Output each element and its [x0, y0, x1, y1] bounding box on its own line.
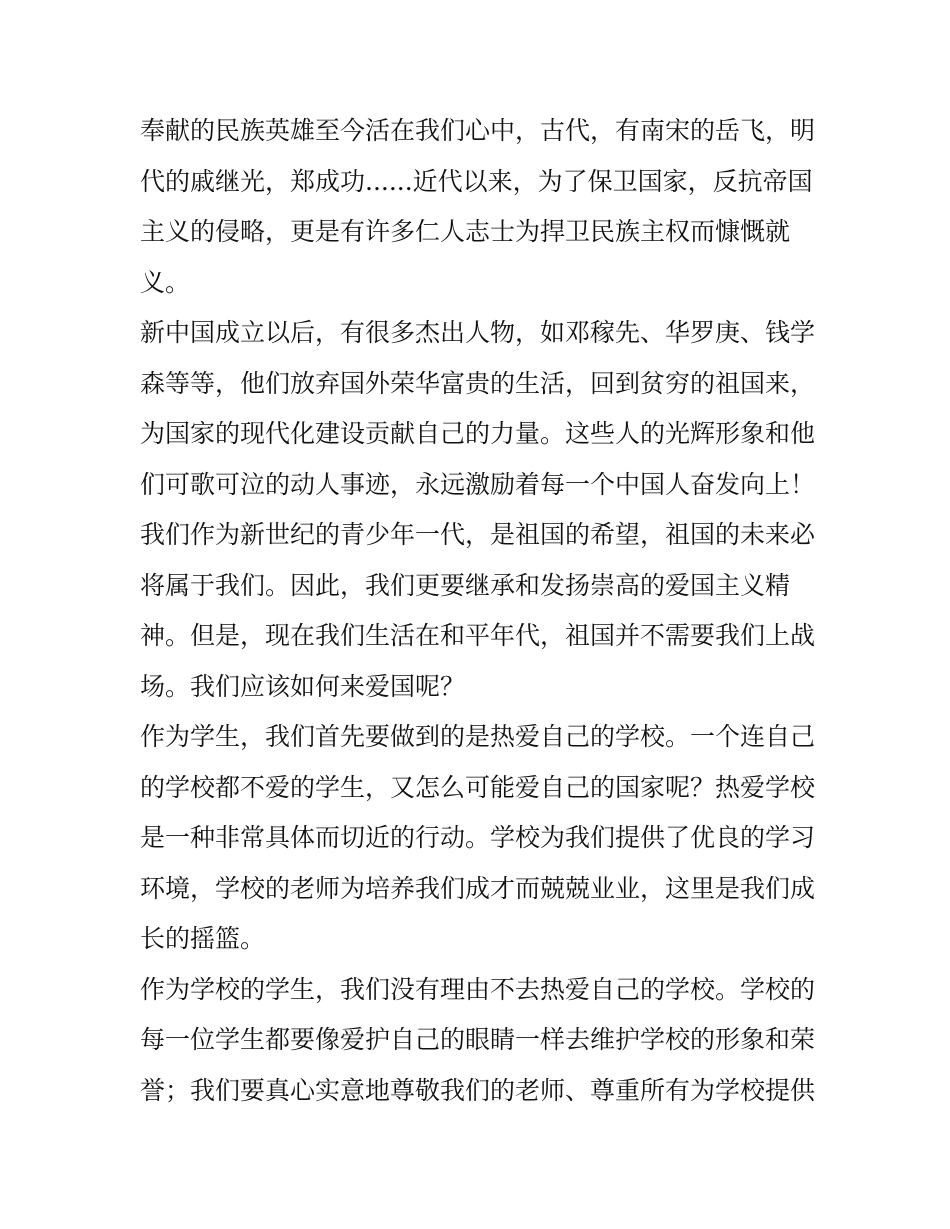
text-line: 新中国成立以后，有很多杰出人物，如邓稼先、华罗庚、钱学 — [140, 318, 816, 347]
document-body — [140, 106, 820, 1116]
text-line: 每一位学生都要像爱护自己的眼睛一样去维护学校的形象和荣 — [140, 1025, 816, 1054]
text-line: 的学校都不爱的学生，又怎么可能爱自己的国家呢？热爱学校 — [140, 772, 816, 802]
text-line: 为国家的现代化建设贡献自己的力量。这些人的光辉形象和他 — [140, 419, 816, 448]
text-line: 森等等，他们放弃国外荣华富贵的生活，回到贫穷的祖国来， — [140, 368, 816, 398]
text-line: 长的摇篮。 — [140, 924, 266, 953]
text-line: 奉献的民族英雄至今活在我们心中，古代，有南宋的岳飞，明 — [140, 116, 816, 145]
text-line: 作为学校的学生，我们没有理由不去热爱自己的学校。学校的 — [140, 974, 816, 1004]
text-line: 义。 — [140, 267, 191, 297]
text-line: 环境，学校的老师为培养我们成才而兢兢业业，这里是我们成 — [140, 873, 816, 903]
text-line: 作为学生，我们首先要做到的是热爱自己的学校。一个连自己 — [140, 722, 816, 751]
text-line: 誉；我们要真心实意地尊敬我们的老师、尊重所有为学校提供 — [140, 1075, 816, 1105]
text-line: 是一种非常具体而切近的行动。学校为我们提供了优良的学习 — [140, 823, 816, 852]
text-line: 场。我们应该如何来爱国呢？ — [140, 671, 466, 701]
text-line: 们可歌可泣的动人事迹，永远激励着每一个中国人奋发向上！ — [140, 469, 816, 499]
text-line: 我们作为新世纪的青少年一代，是祖国的希望，祖国的未来必 — [140, 520, 816, 549]
text-line: 将属于我们。因此，我们更要继承和发扬崇高的爱国主义精 — [140, 570, 791, 600]
text-line: 主义的侵略，更是有许多仁人志士为捍卫民族主权而慷慨就 — [140, 217, 791, 246]
text-line: 代的戚继光，郑成功......近代以来，为了保卫国家，反抗帝国 — [140, 166, 813, 196]
text-line: 神。但是，现在我们生活在和平年代，祖国并不需要我们上战 — [140, 621, 816, 650]
